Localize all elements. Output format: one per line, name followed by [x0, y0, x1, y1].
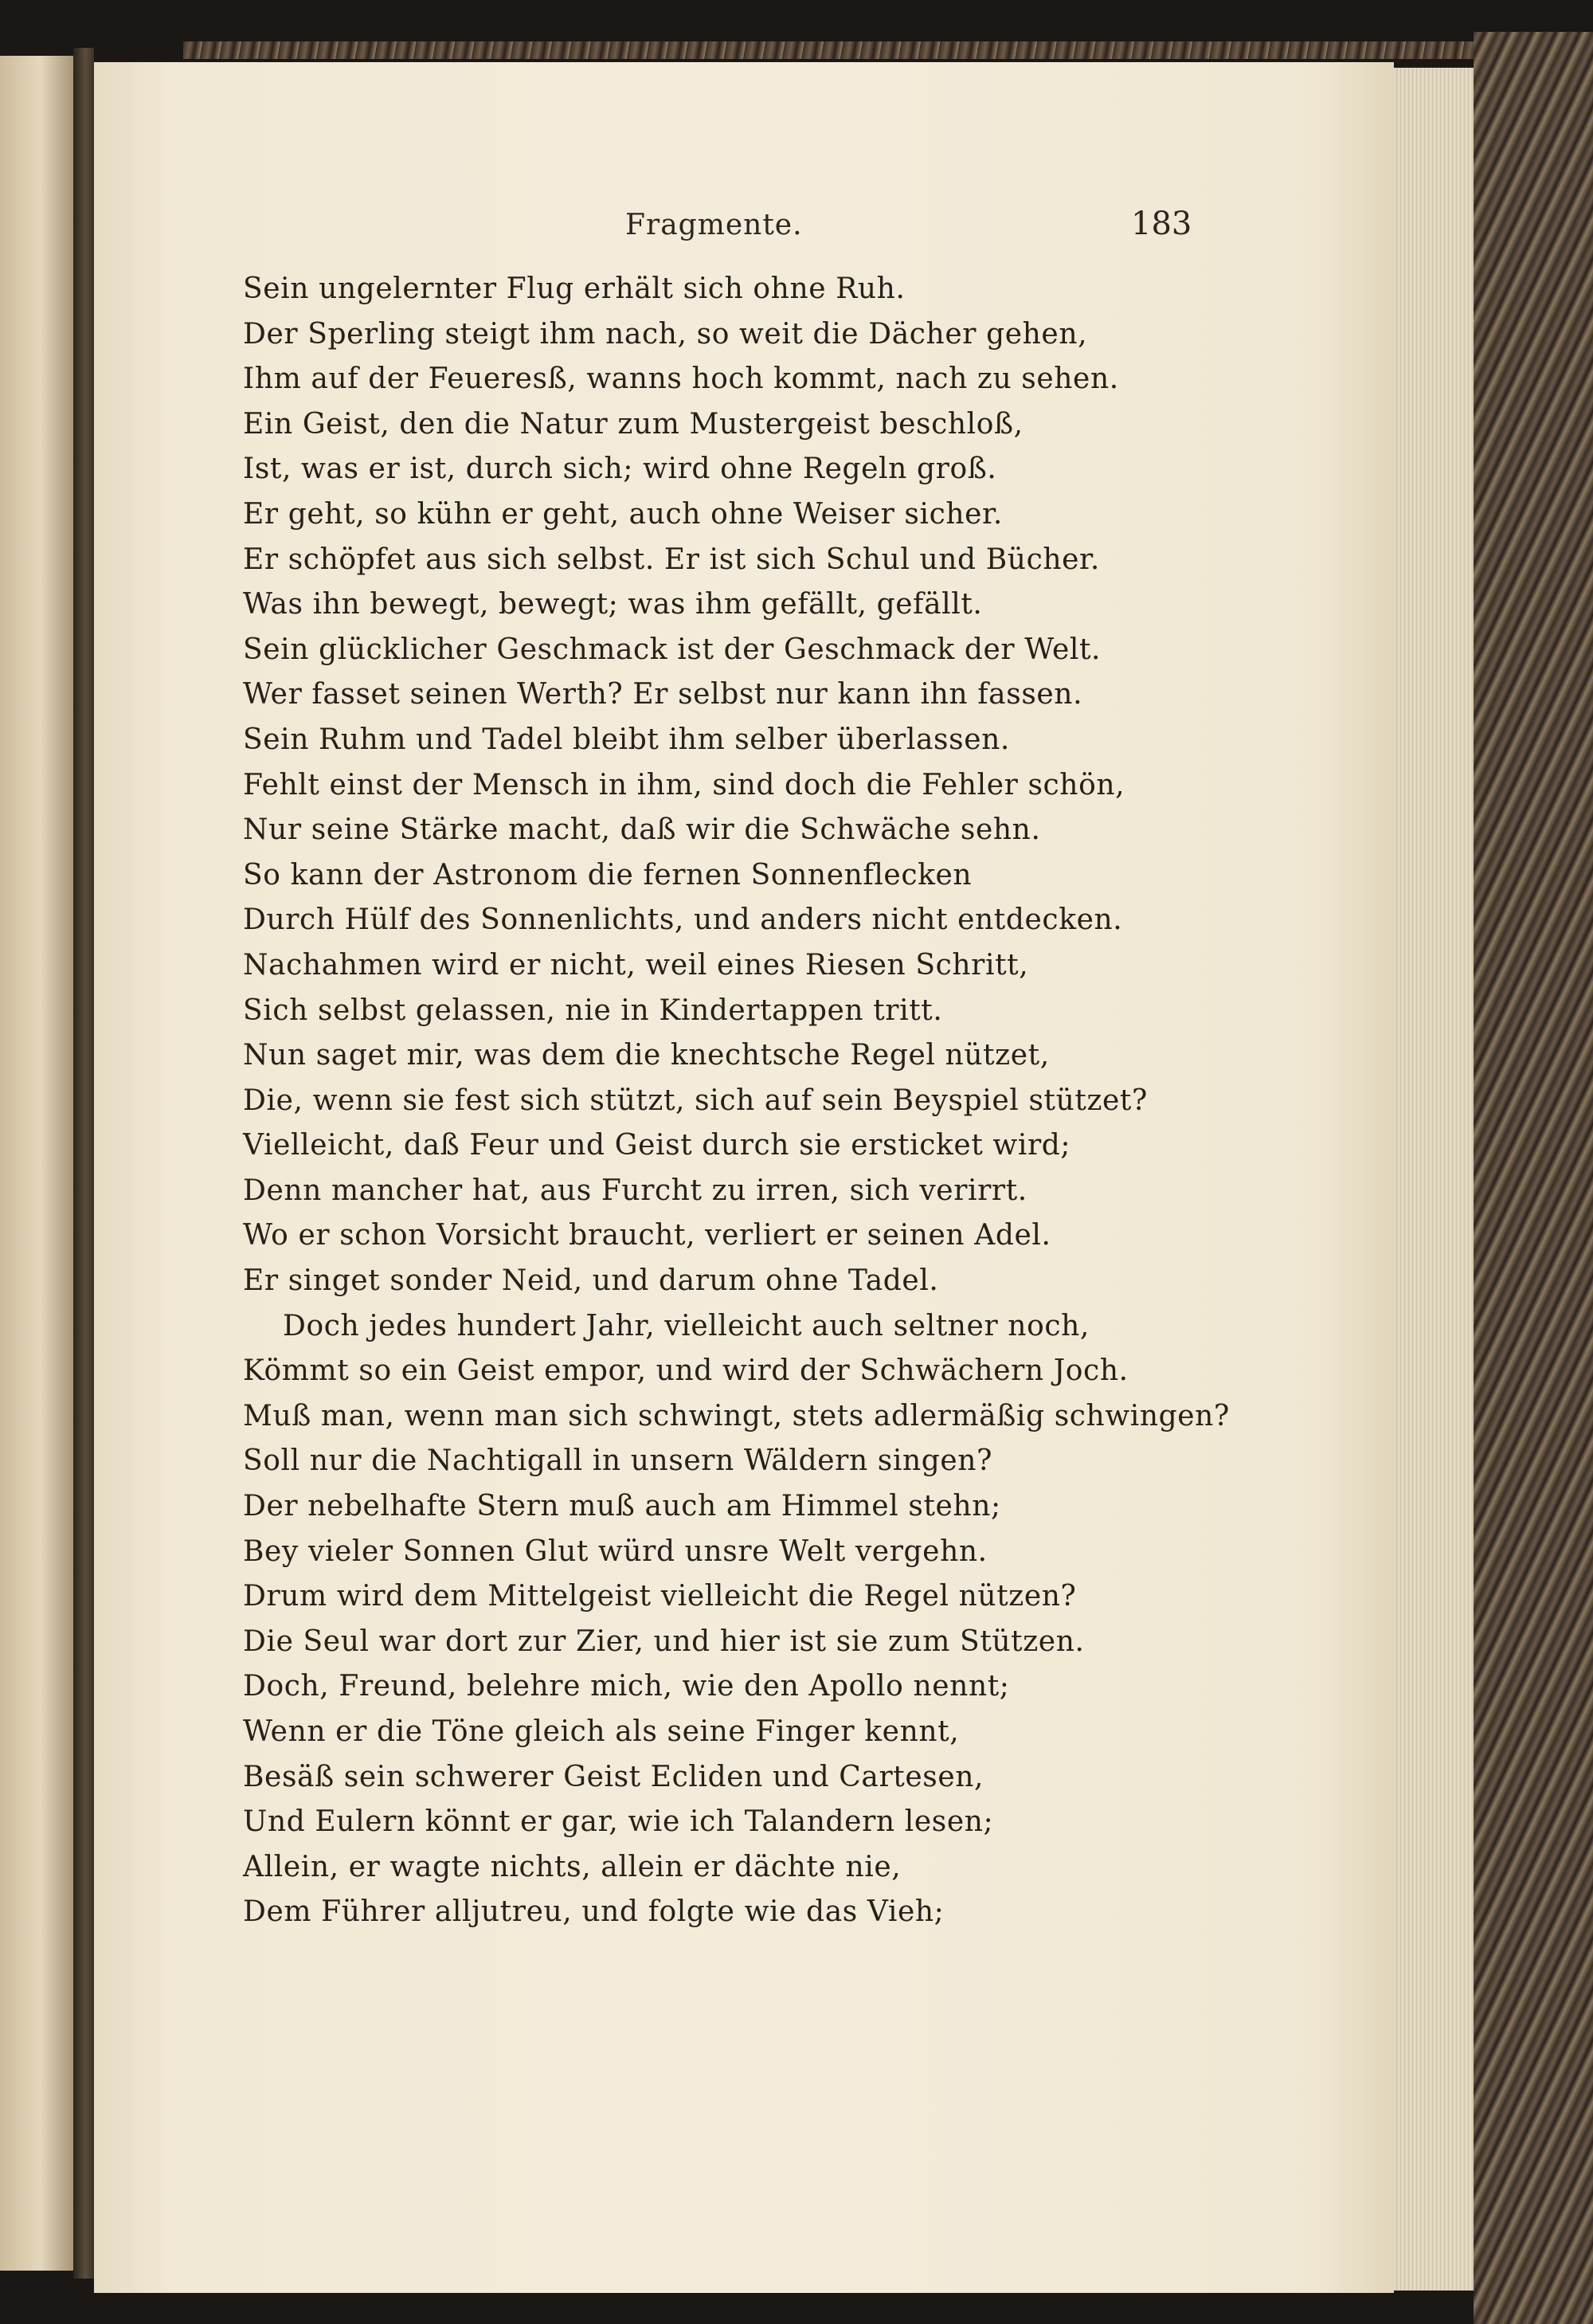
verse-line: Vielleicht, daß Feur und Geist durch sie ersticket wird; — [243, 1129, 1071, 1162]
verse-line: Sein Ruhm und Tadel bleibt ihm selber überlassen. — [243, 723, 1010, 756]
page-number: 183 — [1131, 206, 1192, 242]
cover-top-edge — [183, 41, 1553, 59]
poem-text — [243, 267, 1230, 1935]
verse-line: Wer fasset seinen Werth? Er selbst nur kann ihn fassen. — [243, 678, 1083, 711]
verse-line: Die Seul war dort zur Zier, und hier ist sie zum Stützen. — [243, 1624, 1085, 1658]
verse-line: Der nebelhafte Stern muß auch am Himmel stehn; — [243, 1490, 1001, 1523]
verse-line: Fehlt einst der Mensch in ihm, sind doch die Fehler schön, — [243, 768, 1125, 801]
verse-line: Nun saget mir, was dem die knechtsche Regel nützet, — [243, 1039, 1050, 1072]
verse-line: Was ihn bewegt, bewegt; was ihm gefällt, gefällt. — [243, 588, 983, 621]
verse-line: Sein ungelernter Flug erhält sich ohne Ruh. — [243, 272, 906, 305]
verse-line: Bey vieler Sonnen Glut würd unsre Welt vergehn. — [243, 1534, 988, 1568]
verse-line: Dem Führer alljutreu, und folgte wie das Vieh; — [243, 1895, 945, 1929]
verse-line: Der Sperling steigt ihm nach, so weit die Dächer gehen, — [243, 317, 1088, 351]
verse-line: Durch Hülf des Sonnenlichts, und anders nicht entdecken. — [243, 903, 1123, 937]
verse-line: Er singet sonder Neid, und darum ohne Tadel. — [243, 1264, 939, 1298]
verse-line: Doch jedes hundert Jahr, vielleicht auch seltner noch, — [283, 1309, 1090, 1342]
verse-line: Besäß sein schwerer Geist Ecliden und Cartesen, — [243, 1760, 984, 1793]
verse-line: Die, wenn sie fest sich stützt, sich auf sein Beyspiel stützet? — [243, 1084, 1148, 1117]
verse-line: Ihm auf der Feueresß, wanns hoch kommt, nach zu sehen. — [243, 363, 1119, 396]
verse-line: Er geht, so kühn er geht, auch ohne Weiser sicher. — [243, 497, 1003, 531]
running-head — [0, 206, 1593, 249]
verse-line: Allein, er wagte nichts, allein er dächte nie, — [243, 1850, 902, 1883]
verse-line: Und Eulern könnt er gar, wie ich Talandern lesen; — [243, 1805, 994, 1839]
running-head-title: Fragmente. — [625, 209, 803, 241]
verse-line: Muß man, wenn man sich schwingt, stets adlermäßig schwingen? — [243, 1399, 1230, 1432]
verse-line: Drum wird dem Mittelgeist vielleicht die Regel nützen? — [243, 1580, 1077, 1613]
page-block-edges — [1390, 68, 1474, 2291]
verse-line: Denn mancher hat, aus Furcht zu irren, sich verirrt. — [243, 1174, 1027, 1207]
book-gutter — [73, 48, 94, 2279]
verse-line: Soll nur die Nachtigall in unsern Wäldern singen? — [243, 1444, 992, 1478]
verse-line: Sich selbst gelassen, nie in Kindertappen tritt. — [243, 993, 943, 1027]
verse-line: Kömmt so ein Geist empor, und wird der Schwächern Joch. — [243, 1354, 1129, 1388]
verse-line: Wenn er die Töne gleich als seine Finger kennt, — [243, 1715, 960, 1748]
verse-line: Nur seine Stärke macht, daß wir die Schwäche sehn. — [243, 813, 1041, 847]
marbled-cover — [1474, 32, 1593, 2324]
verse-line: Nachahmen wird er nicht, weil eines Riesen Schritt, — [243, 948, 1029, 982]
verse-line: So kann der Astronom die fernen Sonnenflecken — [243, 858, 973, 892]
verse-line: Er schöpfet aus sich selbst. Er ist sich Schul und Bücher. — [243, 543, 1100, 576]
verse-line: Wo er schon Vorsicht braucht, verliert er seinen Adel. — [243, 1219, 1051, 1252]
verse-line: Ein Geist, den die Natur zum Mustergeist beschloß, — [243, 407, 1024, 441]
verse-line: Sein glücklicher Geschmack ist der Geschmack der Welt. — [243, 633, 1102, 666]
verse-line: Ist, was er ist, durch sich; wird ohne Regeln groß. — [243, 453, 997, 486]
verse-line: Doch, Freund, belehre mich, wie den Apollo nennt; — [243, 1670, 1010, 1703]
left-page-edge — [0, 56, 73, 2271]
